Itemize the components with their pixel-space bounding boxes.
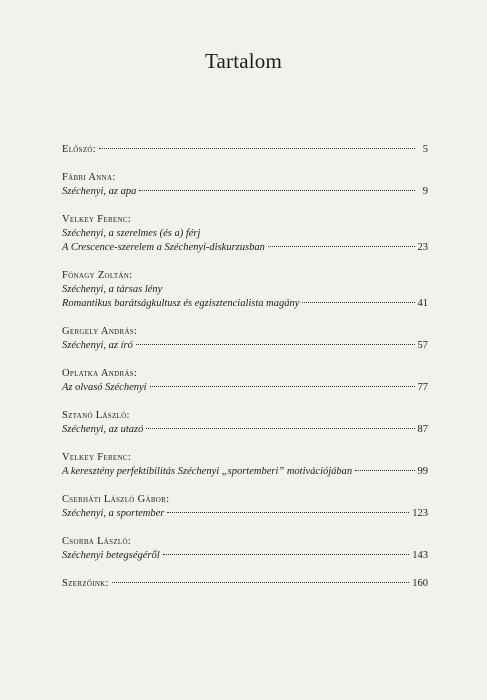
dot-leader	[355, 470, 414, 471]
toc-page-number: 5	[422, 144, 428, 155]
toc-entry	[62, 143, 428, 157]
toc-author: Oplatka András:	[62, 368, 138, 379]
toc-page-number: 77	[417, 382, 428, 393]
page-title: Tartalom	[204, 49, 283, 73]
toc-section	[62, 493, 428, 521]
toc-section	[62, 171, 428, 199]
toc-author: Cserháti László Gábor:	[62, 494, 170, 505]
toc-author: Gergely András:	[62, 326, 138, 337]
dot-leader	[136, 344, 415, 345]
toc-entry	[62, 241, 428, 255]
toc-section	[62, 325, 428, 353]
dot-leader	[146, 428, 414, 429]
toc-section	[62, 451, 428, 479]
toc-section	[62, 535, 428, 563]
toc-author: Sztanó László:	[62, 410, 130, 421]
toc-page-number: 23	[417, 242, 428, 253]
toc-author: Velkey Ferenc:	[62, 214, 132, 225]
toc-entry-title: Széchenyi, az apa	[62, 186, 137, 197]
toc-entry	[62, 381, 428, 395]
toc-section	[62, 213, 428, 255]
toc-entry-title: A keresztény perfektibilitás Széchenyi „sportemberi” motivációjában	[62, 466, 353, 477]
toc-entry-title: Szerzőink:	[62, 578, 109, 589]
toc-entry	[62, 465, 428, 479]
dot-leader	[112, 582, 410, 583]
toc-entry	[62, 507, 428, 521]
toc-entry	[62, 577, 428, 591]
dot-leader	[163, 554, 410, 555]
toc-subtitle: Széchenyi, a társas lény	[62, 284, 163, 295]
toc-entry-title: Előszó:	[62, 144, 96, 155]
dot-leader	[167, 512, 409, 513]
toc-page-number: 87	[417, 424, 428, 435]
table-of-contents	[62, 143, 428, 605]
toc-author: Fábri Anna:	[62, 172, 116, 183]
toc-page-number: 41	[417, 298, 428, 309]
toc-entry	[62, 423, 428, 437]
toc-entry-title: Széchenyi, az író	[62, 340, 133, 351]
toc-entry	[62, 549, 428, 563]
toc-section	[62, 269, 428, 311]
dot-leader	[139, 190, 415, 191]
toc-entry-title: Az olvasó Széchenyi	[62, 382, 147, 393]
toc-author: Fónagy Zoltán:	[62, 270, 133, 281]
toc-entry-title: Széchenyi, az utazó	[62, 424, 144, 435]
toc-entry-title: Romantikus barátságkultusz és egzisztencialista magány	[62, 298, 300, 309]
dot-leader	[99, 148, 415, 149]
toc-page-number: 123	[412, 508, 428, 519]
toc-entry-title: Széchenyi, a sportember	[62, 508, 165, 519]
toc-section	[62, 577, 428, 591]
toc-page-number: 9	[422, 186, 428, 197]
toc-section	[62, 143, 428, 157]
toc-page-number: 143	[412, 550, 428, 561]
toc-entry	[62, 185, 428, 199]
toc-entry	[62, 339, 428, 353]
toc-page-number: 57	[417, 340, 428, 351]
dot-leader	[302, 302, 414, 303]
dot-leader	[150, 386, 415, 387]
toc-entry-title: Széchenyi betegségéről	[62, 550, 160, 561]
toc-author: Velkey Ferenc:	[62, 452, 132, 463]
toc-page-number: 99	[417, 466, 428, 477]
dot-leader	[268, 246, 415, 247]
toc-entry	[62, 297, 428, 311]
toc-page-number: 160	[412, 578, 428, 589]
toc-section	[62, 409, 428, 437]
toc-author: Csorba László:	[62, 536, 132, 547]
toc-section	[62, 367, 428, 395]
toc-subtitle: Széchenyi, a szerelmes (és a) férj	[62, 228, 201, 239]
toc-entry-title: A Crescence-szerelem a Széchenyi-diskurzusban	[62, 242, 265, 253]
